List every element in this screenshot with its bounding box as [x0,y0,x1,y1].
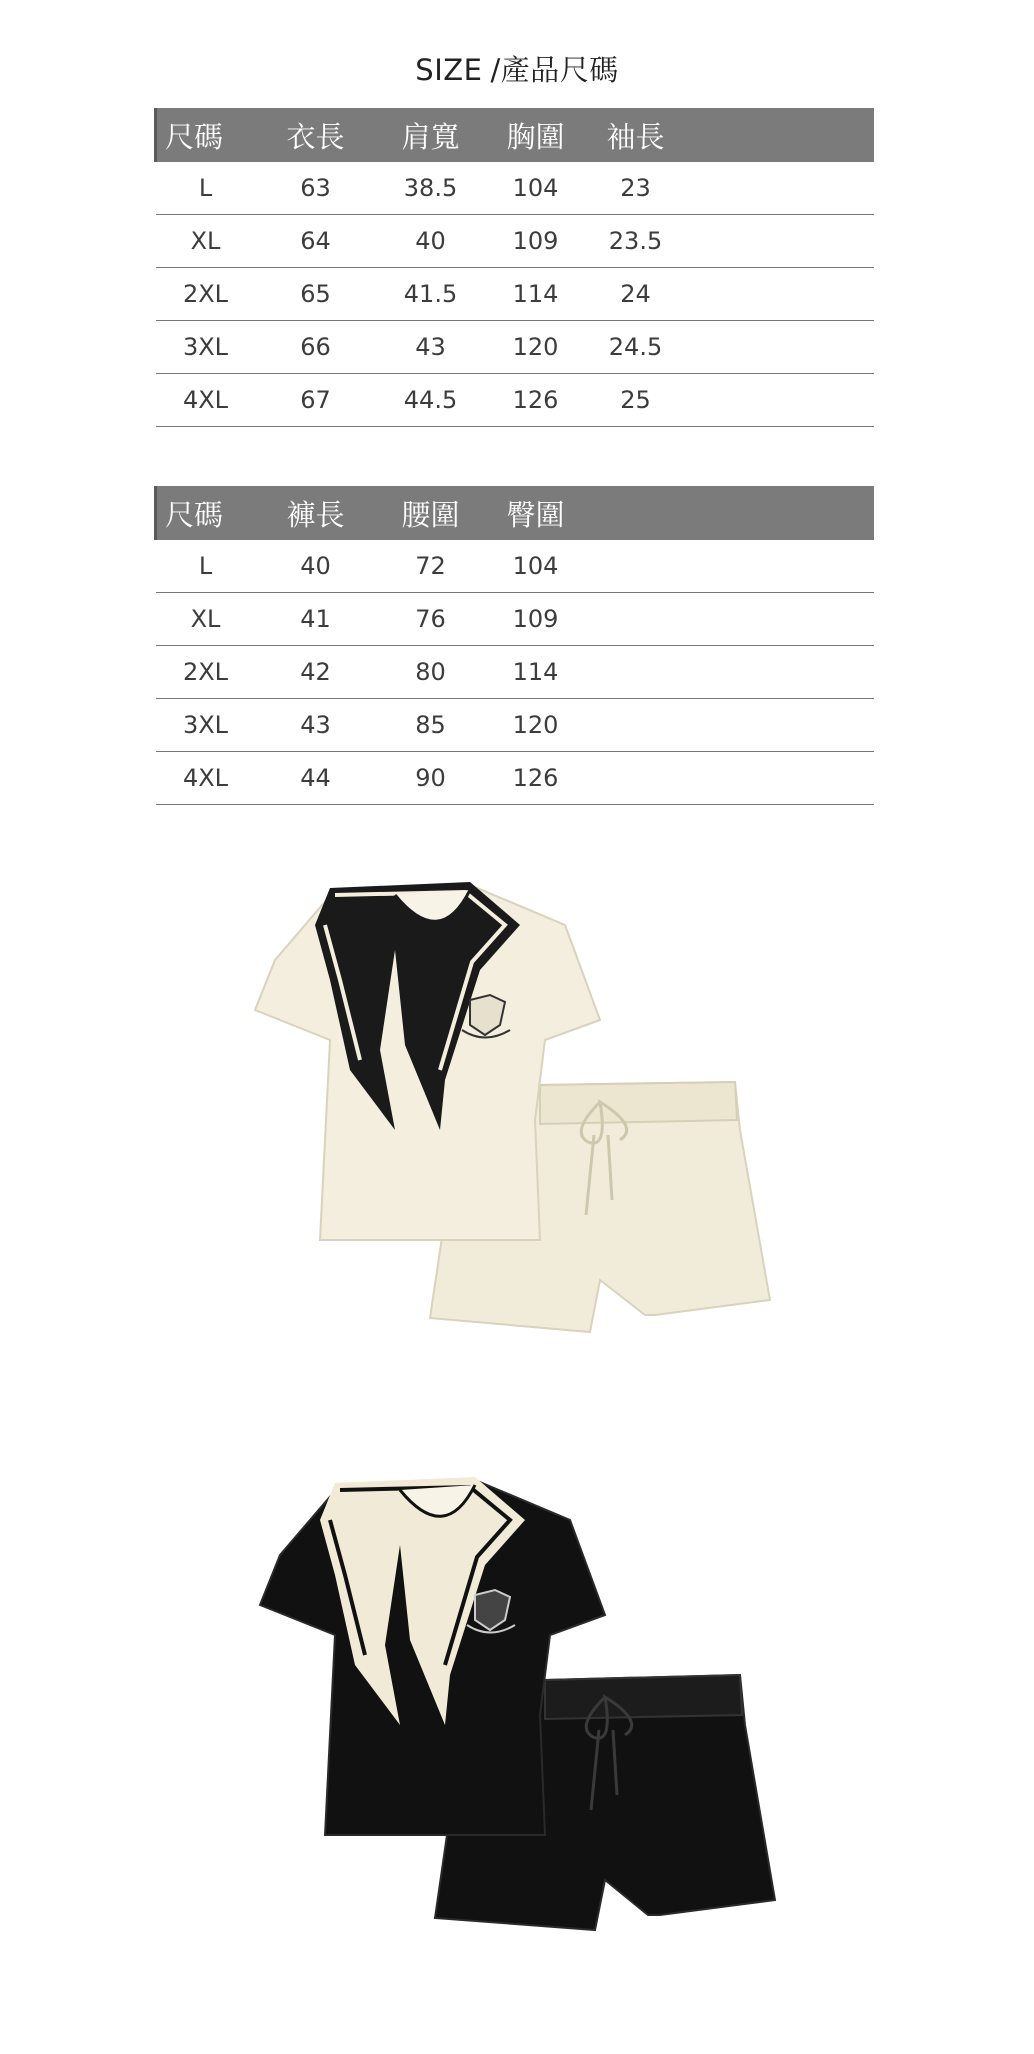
table-cell: 23.5 [586,215,686,268]
top-size-table [154,108,874,427]
table-row [156,752,875,805]
col-header-blank [586,486,875,540]
table-cell: 76 [376,593,486,646]
product-image-cream-set [0,870,1034,1390]
table-cell-blank [586,752,875,805]
col-header: 尺碼 [156,108,256,162]
table-cell: 120 [486,321,586,374]
table-row [156,699,875,752]
table-row [156,374,875,427]
table-cell: 64 [256,215,376,268]
table-cell: 24.5 [586,321,686,374]
table-cell-blank [686,268,875,321]
table-cell: 2XL [156,646,256,699]
table-cell: 67 [256,374,376,427]
table-cell: 104 [486,540,586,593]
table-cell: 72 [376,540,486,593]
product-image-black-set [0,1460,1034,1980]
col-header: 臀圍 [486,486,586,540]
table-cell: 43 [256,699,376,752]
table-row [156,162,875,215]
table-cell: 126 [486,374,586,427]
table-cell: 23 [586,162,686,215]
table-cell: 66 [256,321,376,374]
table-row [156,646,875,699]
table-cell-blank [686,321,875,374]
table-cell-blank [586,699,875,752]
col-header: 袖長 [586,108,686,162]
table-cell: 44.5 [376,374,486,427]
table-cell: 120 [486,699,586,752]
table-cell: 43 [376,321,486,374]
col-header: 尺碼 [156,486,256,540]
top-table-header [156,108,875,162]
table-cell-blank [586,540,875,593]
bottom-table-header [156,486,875,540]
table-cell: 44 [256,752,376,805]
table-cell: 104 [486,162,586,215]
table-cell: L [156,540,256,593]
table-cell-blank [586,593,875,646]
table-cell: 38.5 [376,162,486,215]
table-cell-blank [686,374,875,427]
table-cell: 41 [256,593,376,646]
table-cell: 2XL [156,268,256,321]
table-cell: 4XL [156,752,256,805]
table-cell: XL [156,593,256,646]
table-cell: 114 [486,646,586,699]
table-cell: 90 [376,752,486,805]
col-header: 肩寬 [376,108,486,162]
table-cell-blank [586,646,875,699]
table-cell: XL [156,215,256,268]
table-cell: 63 [256,162,376,215]
size-chinese-label: /產品尺碼 [490,53,619,87]
table-cell: 40 [256,540,376,593]
table-cell: L [156,162,256,215]
table-cell: 85 [376,699,486,752]
table-row [156,540,875,593]
table-cell: 42 [256,646,376,699]
table-cell: 109 [486,215,586,268]
table-cell: 65 [256,268,376,321]
bottom-size-table [154,486,874,805]
table-cell: 3XL [156,321,256,374]
col-header: 腰圍 [376,486,486,540]
col-header: 衣長 [256,108,376,162]
col-header-blank [686,108,875,162]
table-cell: 114 [486,268,586,321]
col-header: 胸圍 [486,108,586,162]
table-cell-blank [686,162,875,215]
table-cell: 109 [486,593,586,646]
table-cell: 24 [586,268,686,321]
table-row [156,268,875,321]
size-label: SIZE [415,53,483,87]
table-cell: 126 [486,752,586,805]
table-cell: 4XL [156,374,256,427]
table-row [156,321,875,374]
table-cell: 80 [376,646,486,699]
table-cell-blank [686,215,875,268]
table-cell: 25 [586,374,686,427]
table-cell: 40 [376,215,486,268]
table-cell: 41.5 [376,268,486,321]
col-header: 褲長 [256,486,376,540]
table-cell: 3XL [156,699,256,752]
table-row [156,215,875,268]
table-row [156,593,875,646]
size-title [0,48,1034,89]
